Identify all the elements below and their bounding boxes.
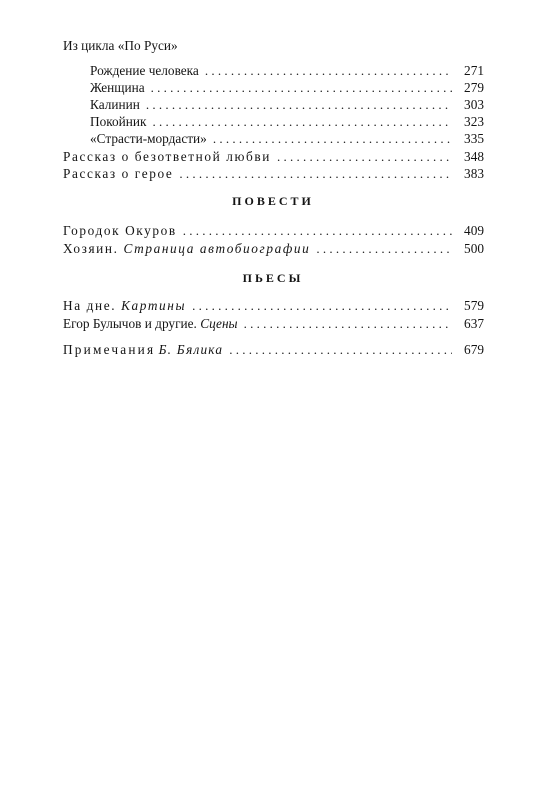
entry-title [63,297,186,315]
entry-title [63,315,238,333]
dot-leader [179,165,452,183]
section-heading-povesti: ПОВЕСТИ [232,194,314,208]
toc-entry [63,165,484,183]
toc-entry [63,240,484,258]
toc-entry [90,130,484,148]
entry-page: 323 [464,114,484,129]
entry-subtitle: Страница автобиографии [123,241,311,256]
entry-title: Рассказ о безответной любви [63,149,271,164]
entry-title: Рождение человека [90,63,199,78]
entry-page: 679 [464,342,484,357]
dot-leader [151,79,452,97]
entry-title-main: Хозяин. [63,241,119,256]
entry-page: 279 [464,80,484,95]
entry-page: 348 [464,149,484,164]
entry-title-main: Егор Булычов и другие. [63,316,197,331]
dot-leader [205,62,452,80]
entry-page: 637 [464,316,484,331]
entry-title: Рассказ о герое [63,166,174,181]
entry-title-main: Примечания [63,342,156,357]
entry-page: 303 [464,97,484,112]
toc-entry [90,96,484,114]
toc-entry [63,148,484,166]
section-heading-plays: ПЬЕСЫ [242,271,304,285]
toc-entry-notes [63,341,484,359]
entry-title: Калинин [90,97,140,112]
dot-leader [192,297,452,315]
entry-subtitle: Картины [121,298,187,313]
dot-leader [316,240,452,258]
entry-title-main: На дне. [63,298,117,313]
toc-entry [90,79,484,97]
dot-leader [244,315,452,333]
entry-page: 271 [464,63,484,78]
entry-page: 500 [464,241,484,256]
dot-leader [183,222,452,240]
entry-title [63,341,223,359]
entry-title [63,240,310,258]
entry-title: Городок Окуров [63,223,177,238]
toc-entry [90,113,484,131]
toc-entry [63,297,484,315]
toc-entry [90,62,484,80]
entry-title: Покойник [90,114,147,129]
entry-title: «Страсти-мордасти» [90,131,207,146]
entry-author: Б. Бялика [158,342,224,357]
entry-page: 579 [464,298,484,313]
dot-leader [153,113,453,131]
toc-entry [63,222,484,240]
dot-leader [277,148,452,166]
dot-leader [213,130,452,148]
toc-entry [63,315,484,333]
entry-title: Женщина [90,80,145,95]
dot-leader [146,96,452,114]
entry-page: 335 [464,131,484,146]
entry-page: 383 [464,166,484,181]
entry-page: 409 [464,223,484,238]
entry-subtitle: Сцены [200,316,238,331]
dot-leader [229,341,452,359]
cycle-heading: Из цикла «По Руси» [63,38,178,53]
